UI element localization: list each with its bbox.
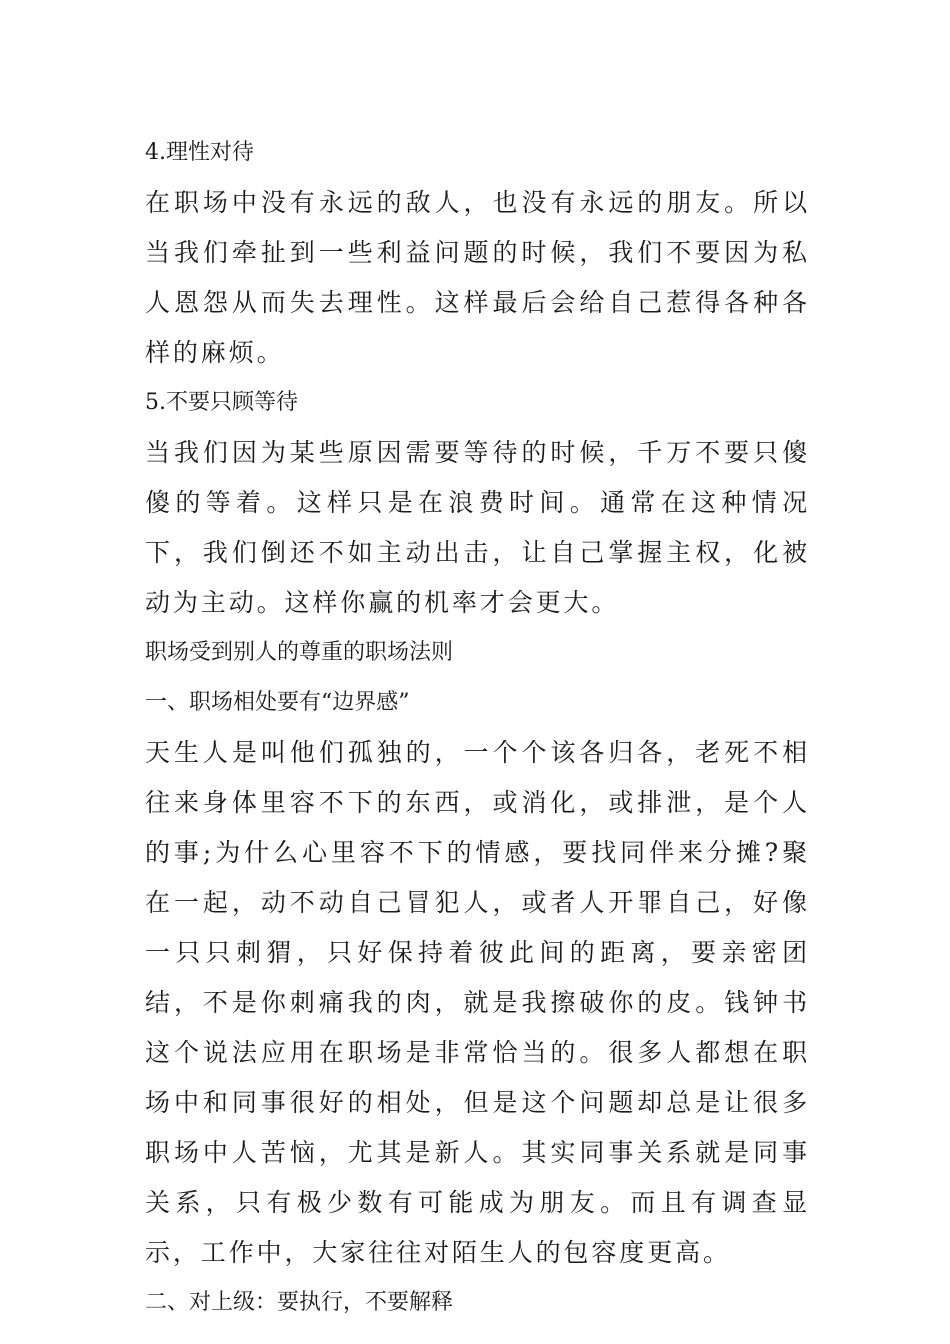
section-heading-superior: 二、对上级：要执行，不要解释 [145,1290,454,1315]
section-heading-rational: 4.理性对待 [145,140,254,165]
section-heading-waiting: 5.不要只顾等待 [145,390,298,415]
paragraph-waiting: 当我们因为某些原因需要等待的时候，千万不要只傻傻的等着。这样只是在浪费时间。通常在这种情况下，我们倒还不如主动出击，让自己掌握主权，化被动为主动。这样你赢的机率才会更大。 [145,438,810,617]
paragraph-boundary: 天生人是叫他们孤独的，一个个该各归各，老死不相往来身体里容不下的东西，或消化，或排泄，是个人的事;为什么心里容不下的情感，要找同伴来分摊?聚在一起，动不动自己冒犯人，或者人开罪自己，好像一只只刺猬，只好保持着彼此间的距离，要亲密团结，不是你刺痛我的肉，就是我擦破你的皮。钱钟书这个说法应用在职场是非常恰当的。很多人都想在职场中和同事很好的相处，但是这个问题却总是让很多职场中人苦恼，尤其是新人。其实同事关系就是同事关系，只有极少数有可能成为朋友。而且有调查显示，工作中，大家往往对陌生人的包容度更高。 [145,738,810,1267]
section-heading-boundary: 一、职场相处要有“边界感” [145,690,410,715]
paragraph-rational: 在职场中没有永远的敌人，也没有永远的朋友。所以当我们牵扯到一些利益问题的时候，我们不要因为私人恩怨从而失去理性。这样最后会给自己惹得各种各样的麻烦。 [145,188,810,367]
section-title-respect-rules: 职场受到别人的尊重的职场法则 [145,640,454,665]
document-page [145,128,810,1328]
